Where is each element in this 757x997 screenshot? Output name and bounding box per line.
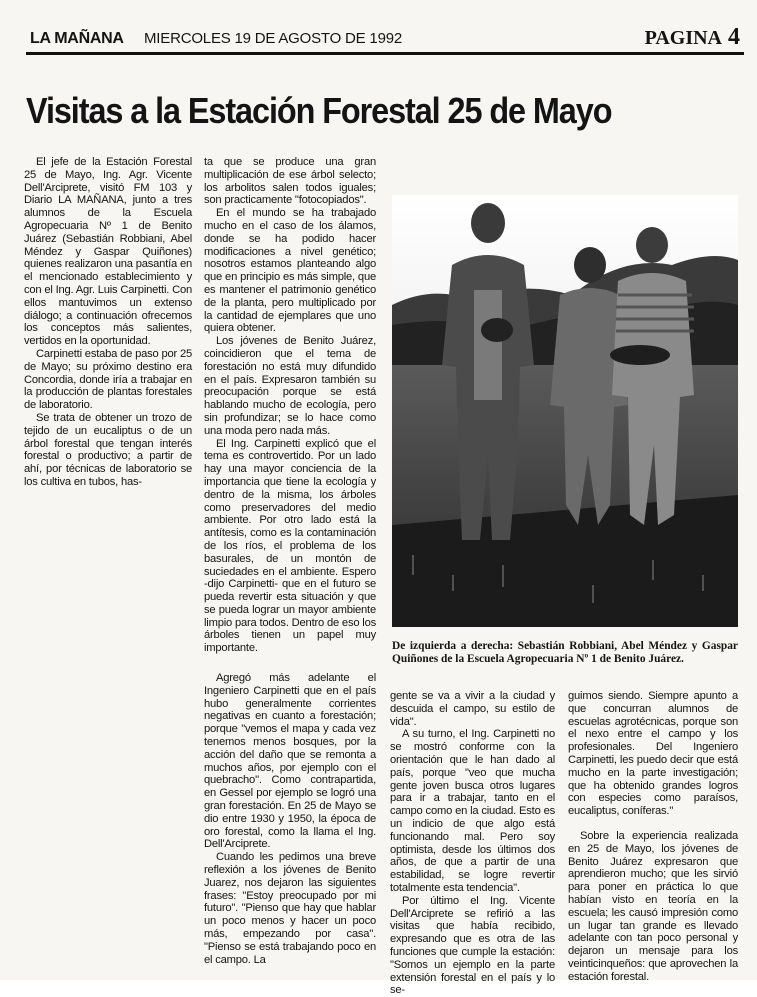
publication-name: LA MAÑANA (30, 30, 124, 47)
article-column-2 (204, 156, 376, 655)
paragraph: Los jóvenes de Benito Juárez, coincidieron que el tema de forestación no está muy difundido en el país. Expresaron también su preocupación porque se está hablando mucho de ecología, pero sin profundizar; se lo hace como una moda pero nada más. (204, 335, 376, 437)
masthead-rule (26, 52, 744, 55)
news-photo (392, 195, 738, 627)
paragraph: gente se va a vivir a la ciudad y descuida el campo, su estilo de vida". (390, 690, 555, 728)
article-column-4 (390, 690, 555, 997)
article-headline: Visitas a la Estación Forestal 25 de Mayo (26, 90, 612, 131)
page-label: PAGINA (644, 27, 722, 49)
paragraph: guimos siendo. Siempre apunto a que concurran alumnos de escuelas agrotécnicas, porque son el nexo entre el campo y los profesionales. Del Ingeniero Carpinetti, les puedo decir que está mucho en la parte investigación; que ha obtenido grandes logros con especies como paraísos, eucaliptus, coníferas." (568, 690, 738, 818)
page-number: 4 (728, 24, 740, 50)
issue-date: MIERCOLES 19 DE AGOSTO DE 1992 (144, 30, 402, 47)
paragraph: Carpinetti estaba de paso por 25 de Mayo; su próximo destino era Concordia, donde iría a trabajar en la producción de plantas forestales de laboratorio. (24, 347, 192, 412)
masthead (26, 24, 744, 52)
article-column-5 (568, 690, 738, 984)
paragraph: ta que se produce una gran multiplicación de ese árbol selecto; los arbolitos salen todos iguales; son practicamente "fotocopiados". (204, 156, 376, 207)
paragraph: El jefe de la Estación Forestal 25 de Mayo, Ing. Agr. Vicente Dell'Arciprete, visitó FM 103 y Diario LA MAÑANA, junto a tres alumnos de la Escuela Agropecuaria Nº 1 de Benito Juárez (Sebastián Robbiani, Abel Méndez y Gaspar Quiñones) quienes realizaron una pasantía en el mencionado establecimiento y con el Ing. Agr. Luis Carpinetti. Con ellos mantuvimos un extenso diálogo; a continuación ofrecemos los conceptos más salientes, vertidos en la oportunidad. (24, 156, 192, 348)
paragraph: A su turno, el Ing. Carpinetti no se mostró conforme con la orientación que le han dado al país, porque "veo que mucha gente joven busca otros lugares para ir a trabajar, tanto en el campo como en la ciudad. Esto es un indicio de que algo está funcionando mal. Pero soy optimista, desde los últimos dos años, de que a partir de una estabilidad, se logre revertir totalmente esta tendencia". (390, 728, 555, 894)
paragraph: El Ing. Carpinetti explicó que el tema es controvertido. Por un lado hay una mayor conciencia de la importancia que tiene la ecología y dentro de la misma, los árboles como preservadores del medio ambiente. Por otro lado está la antítesis, como es la contaminación de los ríos, el problema de los basurales, de un montón de suciedades en el ambiente. Espero -dijo Carpinetti- que en el futuro se pueda revertir esta situación y que se pueda lograr un mayor ambiente limpio para todos. Dentro de eso los árboles tienen un papel muy importante. (204, 437, 376, 655)
paragraph: Cuando les pedimos una breve reflexión a los jóvenes de Benito Juarez, nos dejaron las siguientes frases: "Estoy preocupado por mi futuro". "Pienso que hay que hablar un poco menos y hacer un poco más, empezando por casa". "Pienso se está trabajando poco en el campo. La (204, 851, 376, 966)
article-column-3 (204, 672, 376, 966)
paragraph: Se trata de obtener un trozo de tejido de un eucaliptus o de un árbol forestal que tengan interés forestal o productivo; a partir de ahí, por técnicas de laboratorio se los cultiva en tubos, has- (24, 411, 192, 488)
photo-caption: De izquierda a derecha: Sebastián Robbiani, Abel Méndez y Gaspar Quiñones de la Escuela Agropecuaria Nº 1 de Benito Juárez. (392, 640, 738, 665)
article-column-1 (24, 156, 192, 489)
paragraph: En el mundo se ha trabajado mucho en el caso de los álamos, donde se ha podido hacer modificaciones a nivel genético; nosotros estamos planteando algo que en principio es más simple, que es mantener el patrimonio genético de la planta, pero multiplicado por la cantidad de ejemplares que uno quiera obtener. (204, 207, 376, 335)
paragraph: Sobre la experiencia realizada en 25 de Mayo, los jóvenes de Benito Juárez expresaron que aprendieron mucho; que les sirvió para poner en práctica lo que habían visto en teoría en la escuela; les causó impresión como un lugar tan grande es llevado adelante con tan poco personal y dejaron un mensaje para los veinticinqueños: que aprovechen la estación forestal. (568, 829, 738, 983)
photo-image (392, 195, 738, 627)
page-indicator (645, 24, 740, 51)
paragraph: Por último el Ing. Vicente Dell'Arciprete se refirió a las visitas que había recibido, expresando que es otra de las funciones que cumple la estación: "Somos un ejemplo en la parte extensión forestal en el país y lo se- (390, 894, 555, 997)
paragraph: Agregó más adelante el Ingeniero Carpinetti que en el país hubo generalmente corrientes negativas en cuanto a forestación; porque "vemos el mapa y cada vez tenemos menos bosques, por la acción del daño que se remonta a muchos años, por ejemplo con el quebracho". Como contrapartida, en Gessel por ejemplo se logró una gran forestación. En 25 de Mayo se dio entre 1930 y 1950, la época de oro forestal, como la llama el Ing. Dell'Arciprete. (204, 672, 376, 851)
